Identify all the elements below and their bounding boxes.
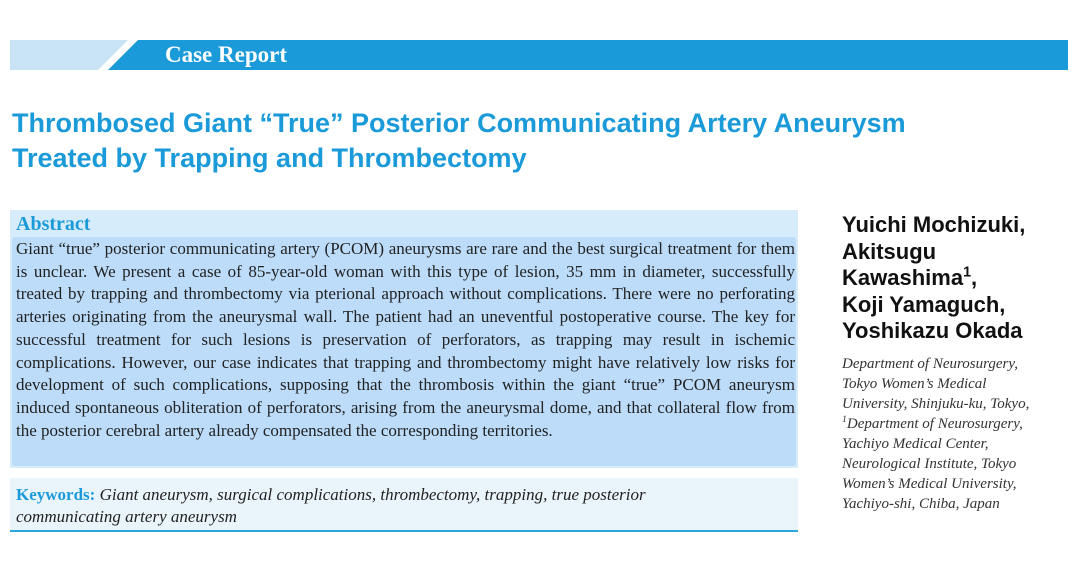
affiliation-marker: 1 xyxy=(963,264,972,281)
title-line-1: Thrombosed Giant “True” Posterior Communicating Artery Aneurysm xyxy=(12,108,906,138)
keywords-label: Keywords: xyxy=(16,485,96,504)
author-separator: , xyxy=(971,265,978,290)
affiliation-line: Department of Neurosurgery, xyxy=(842,356,1018,372)
affiliation-line-text: Department of Neurosurgery, xyxy=(846,416,1023,432)
affiliation-line: Yachiyo Medical Center, xyxy=(842,436,989,452)
article-title xyxy=(12,106,1052,176)
title-line-2: Treated by Trapping and Thrombectomy xyxy=(12,143,527,173)
affiliation-line: Women’s Medical University, xyxy=(842,476,1017,492)
keywords xyxy=(16,484,716,528)
abstract-heading: Abstract xyxy=(16,213,91,235)
author-name xyxy=(842,265,1072,292)
author-name: Akitsugu xyxy=(842,238,937,264)
author-name: Koji Yamaguch, xyxy=(842,291,1006,317)
affiliations xyxy=(842,354,1078,514)
affiliation-line: Tokyo Women’s Medical xyxy=(842,376,987,392)
affiliation-line xyxy=(842,414,1078,434)
abstract-text: Giant “true” posterior communicating artery (PCOM) aneurysms are rare and the best surgical treatment for them is unclear. We present a case of 85-year-old woman with this type of lesion, 35 mm in diameter, successfully treated by trapping and thrombectomy via pterional approach without complications. There were no perforating arteries originating from the aneurysmal wall. The patient had an uneventful postoperative course. The key for successful treatment for such lesions is preservation of perforators, as trapping may result in ischemic complications. However, our case indicates that trapping and thrombectomy might have relatively low risks for development of such complications, supposing that the thrombosis within the giant “true” PCOM aneurysm induced spontaneous obliteration of perforators, arising from the aneurysmal dome, and that collateral flow from the posterior cerebral artery already compensated the corresponding territories. xyxy=(16,239,795,440)
keywords-text: Giant aneurysm, surgical complications, thrombectomy, trapping, true posterior communicating artery aneurysm xyxy=(16,485,646,526)
author-name-text: Kawashima xyxy=(842,265,964,290)
affiliation-line: Yachiyo-shi, Chiba, Japan xyxy=(842,496,1000,512)
affiliation-line: Neurological Institute, Tokyo xyxy=(842,456,1017,472)
author-name: Yuichi Mochizuki, xyxy=(842,212,1026,237)
author-list xyxy=(842,212,1072,345)
affiliation-line: University, Shinjuku-ku, Tokyo, xyxy=(842,396,1030,412)
section-label: Case Report xyxy=(165,42,287,67)
section-banner xyxy=(10,40,1068,70)
affiliation-marker: 1 xyxy=(842,414,847,425)
author-name: Yoshikazu Okada xyxy=(842,318,1023,343)
